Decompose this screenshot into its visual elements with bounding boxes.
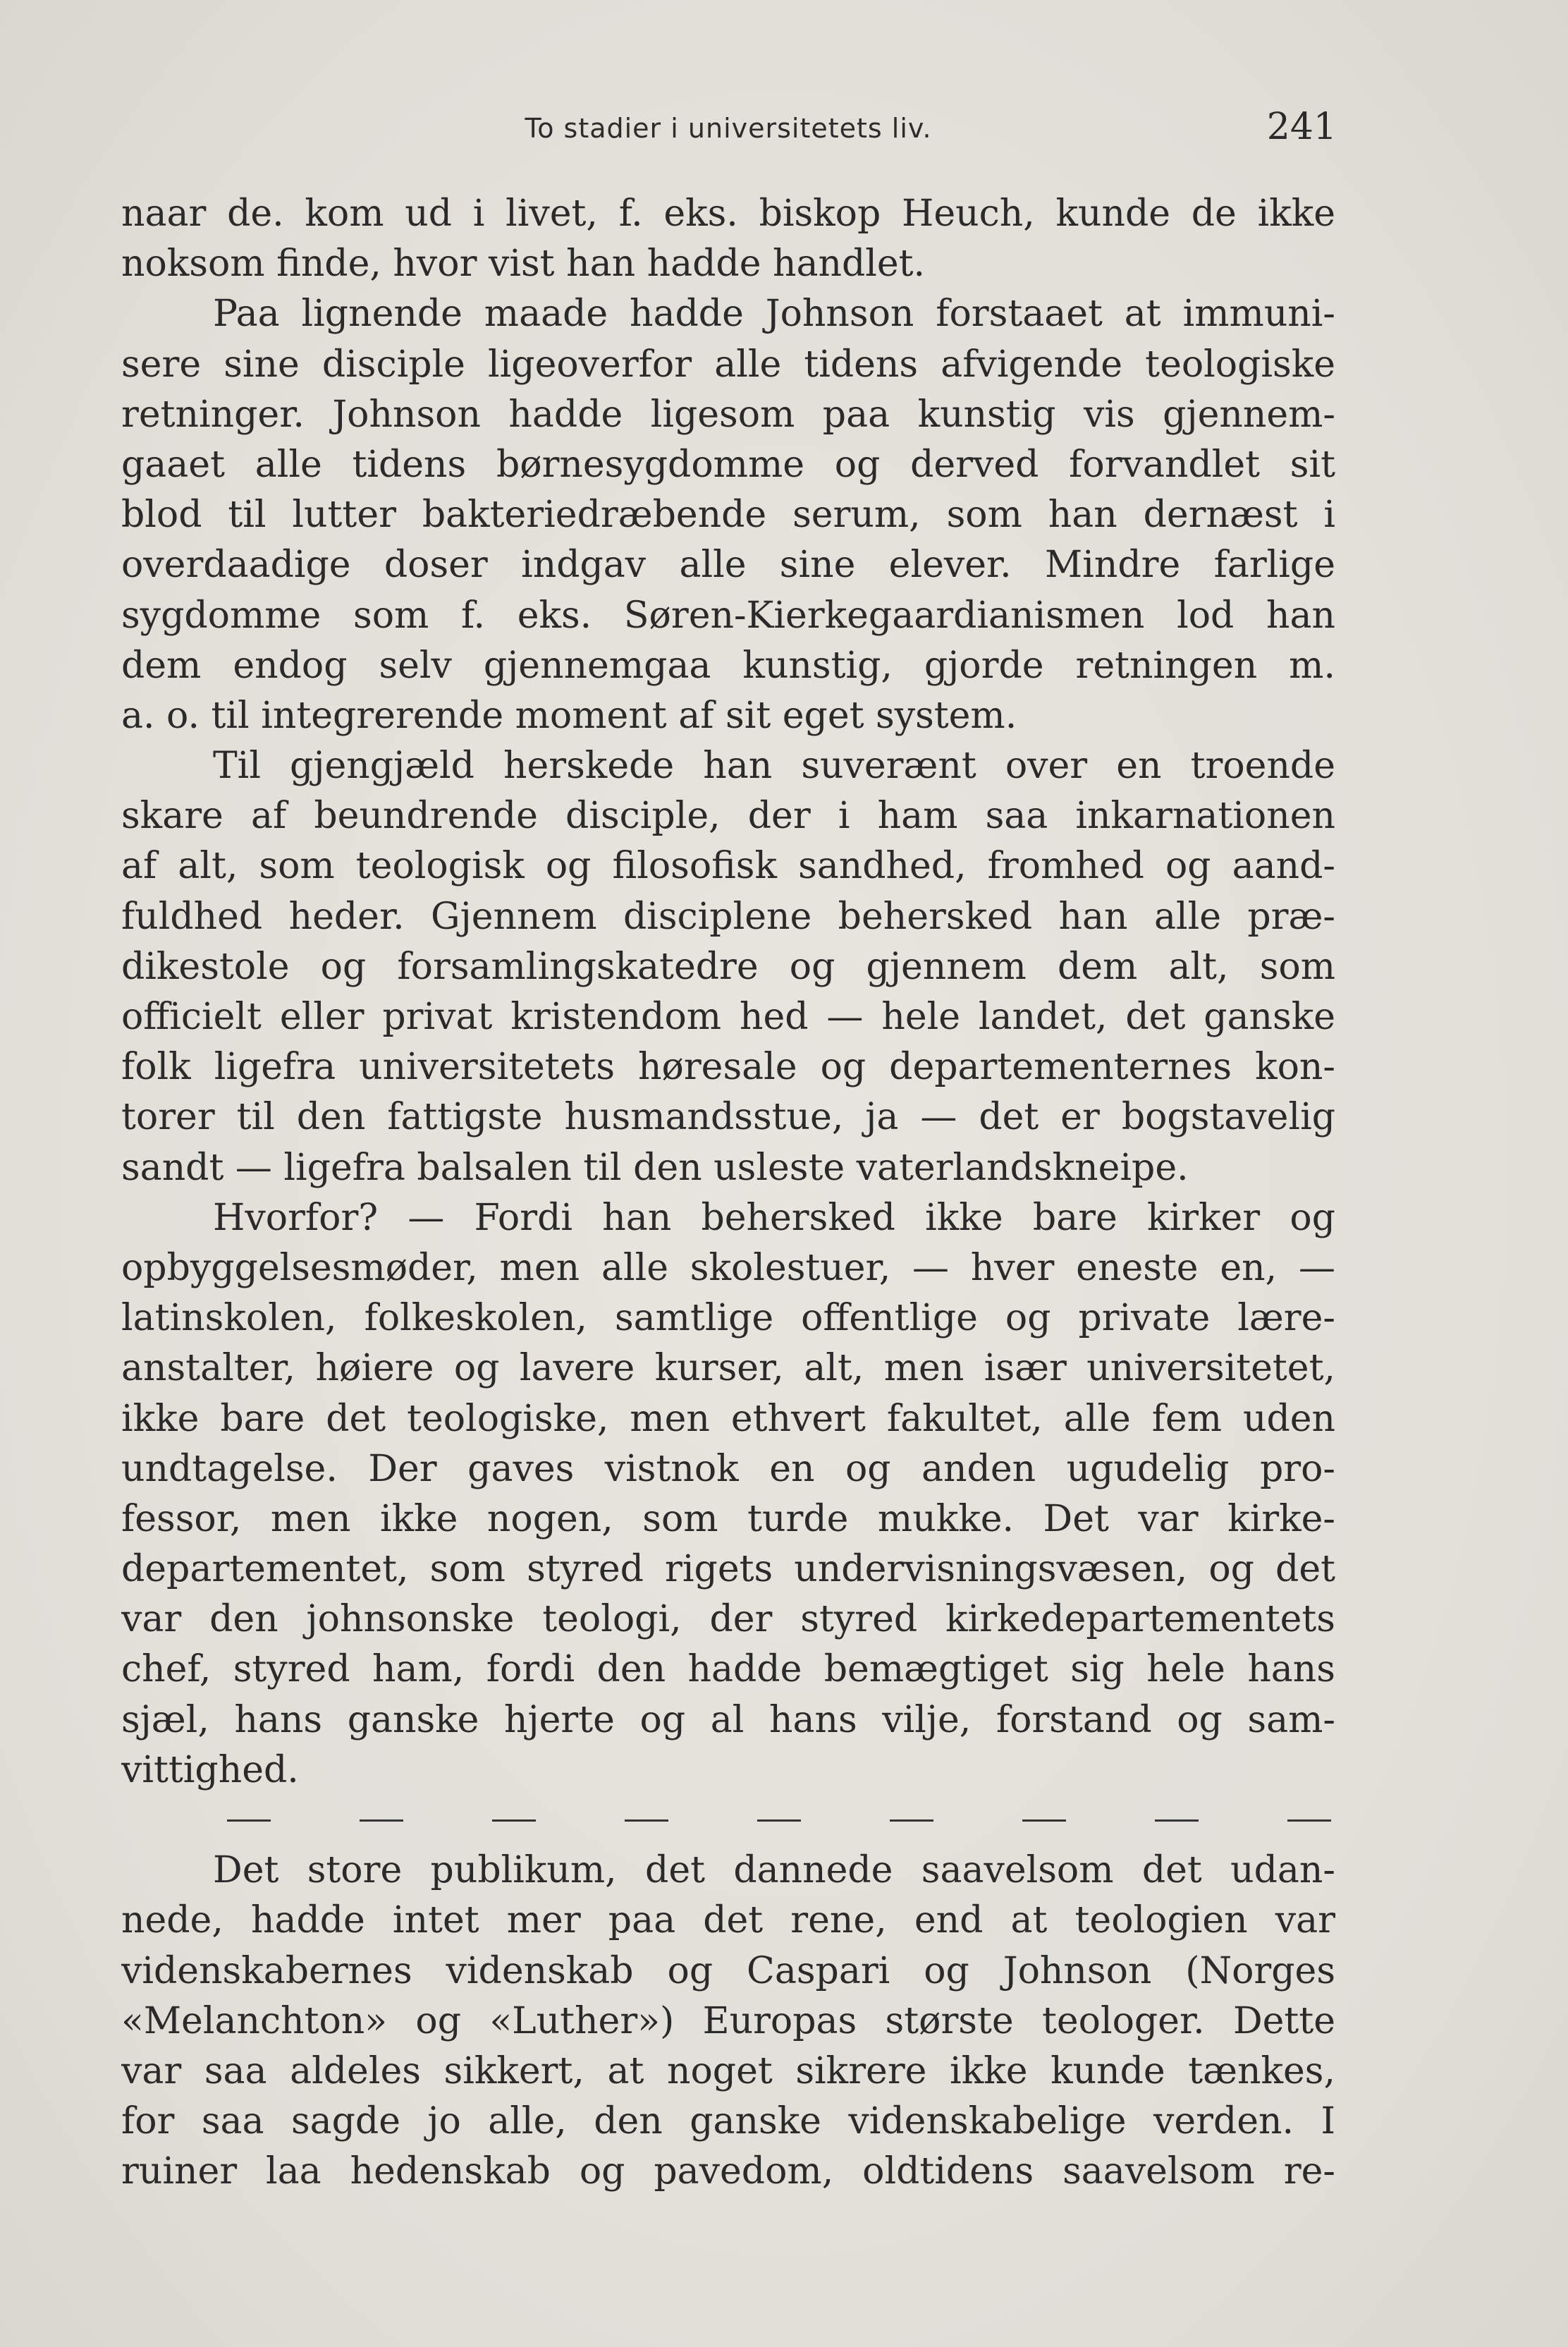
- separator-dash: [1022, 1819, 1066, 1822]
- text-line: sygdomme som f. eks. Søren-Kierkegaardianismen lod han: [121, 594, 1335, 637]
- text-line: fessor, men ikke nogen, som turde mukke. Det var kirke-: [121, 1497, 1335, 1540]
- text-line: officielt eller privat kristendom hed — hele landet, det ganske: [121, 996, 1335, 1038]
- separator-dash: [1287, 1819, 1331, 1822]
- text-line: fuldhed heder. Gjennem disciplene behersked han alle præ-: [121, 895, 1335, 938]
- text-line: ruiner laa hedenskab og pavedom, oldtidens saavelsom re-: [121, 2150, 1335, 2193]
- text-line: dikestole og forsamlingskatedre og gjennem dem alt, som: [121, 945, 1335, 988]
- text-line: videnskabernes videnskab og Caspari og Johnson (Norges: [121, 1949, 1335, 1992]
- text-line: nede, hadde intet mer paa det rene, end at teologien var: [121, 1899, 1335, 1942]
- text-line: a. o. til integrerende moment af sit eget system.: [121, 694, 1017, 737]
- section-break: [121, 1796, 1335, 1846]
- text-line: ikke bare det teologiske, men ethvert fakultet, alle fem uden: [121, 1397, 1335, 1440]
- running-head: To stadier i universitetets liv.: [525, 113, 932, 144]
- separator-dash: [625, 1819, 668, 1822]
- body-text: [121, 189, 1335, 2197]
- text-line: var saa aldeles sikkert, at noget sikrere ikke kunde tænkes,: [121, 2049, 1335, 2092]
- text-line: dem endog selv gjennemgaa kunstig, gjorde retningen m.: [121, 644, 1335, 687]
- text-line: undtagelse. Der gaves vistnok en og anden ugudelig pro-: [121, 1447, 1335, 1490]
- separator-dash: [227, 1819, 271, 1822]
- text-line: Til gjengjæld herskede han suverænt over en troende: [213, 745, 1335, 788]
- text-line: vittighed.: [121, 1748, 299, 1791]
- separator-dash: [360, 1819, 403, 1822]
- paragraphs-before-break: [121, 189, 1335, 1796]
- page-header: [120, 106, 1337, 162]
- separator-dash: [1155, 1819, 1199, 1822]
- text-line: skare af beundrende disciple, der i ham saa inkarnationen: [121, 795, 1335, 838]
- text-line: folk ligefra universitetets høresale og departementernes kon-: [121, 1046, 1335, 1089]
- page-number: 241: [1266, 106, 1337, 148]
- text-line: retninger. Johnson hadde ligesom paa kunstig vis gjennem-: [121, 393, 1335, 436]
- text-line: Det store publikum, det dannede saavelsom det udan-: [213, 1849, 1335, 1892]
- text-line: opbyggelsesmøder, men alle skolestuer, — hver eneste en, —: [121, 1246, 1335, 1289]
- text-line: naar de. kom ud i livet, f. eks. biskop Heuch, kunde de ikke: [121, 193, 1335, 235]
- text-line: for saa sagde jo alle, den ganske videnskabelige verden. I: [121, 2100, 1335, 2143]
- text-line: Hvorfor? — Fordi han behersked ikke bare kirker og: [213, 1196, 1335, 1239]
- text-line: blod til lutter bakteriedræbende serum, som han dernæst i: [121, 494, 1335, 537]
- text-line: af alt, som teologisk og filosofisk sandhed, fromhed og aand-: [121, 845, 1335, 888]
- text-line: sjæl, hans ganske hjerte og al hans vilje, forstand og sam-: [121, 1698, 1335, 1741]
- text-line: chef, styred ham, fordi den hadde bemægtiget sig hele hans: [121, 1648, 1335, 1691]
- text-line: anstalter, høiere og lavere kurser, alt, men især universitetet,: [121, 1347, 1335, 1390]
- separator-dash: [890, 1819, 933, 1822]
- text-line: sere sine disciple ligeoverfor alle tidens afvigende teologiske: [121, 343, 1335, 386]
- text-line: overdaadige doser indgav alle sine elever. Mindre farlige: [121, 544, 1335, 587]
- text-line: departementet, som styred rigets undervisningsvæsen, og det: [121, 1548, 1335, 1591]
- text-line: noksom finde, hvor vist han hadde handlet.: [121, 243, 926, 286]
- text-line: var den johnsonske teologi, der styred kirkedepartementets: [121, 1598, 1335, 1641]
- separator-dash: [757, 1819, 801, 1822]
- paragraphs-after-break: [121, 1846, 1335, 2197]
- text-line: «Melanchton» og «Luther») Europas største teologer. Dette: [121, 1999, 1335, 2042]
- text-line: gaaet alle tidens børnesygdomme og derved forvandlet sit: [121, 443, 1335, 486]
- text-line: latinskolen, folkeskolen, samtlige offentlige og private lære-: [121, 1297, 1335, 1340]
- text-line: Paa lignende maade hadde Johnson forstaaet at immuni-: [213, 293, 1335, 336]
- separator-dash: [492, 1819, 536, 1822]
- text-line: sandt — ligefra balsalen til den usleste vaterlandskneipe.: [121, 1146, 1189, 1189]
- text-line: torer til den fattigste husmandsstue, ja — det er bogstavelig: [121, 1096, 1335, 1139]
